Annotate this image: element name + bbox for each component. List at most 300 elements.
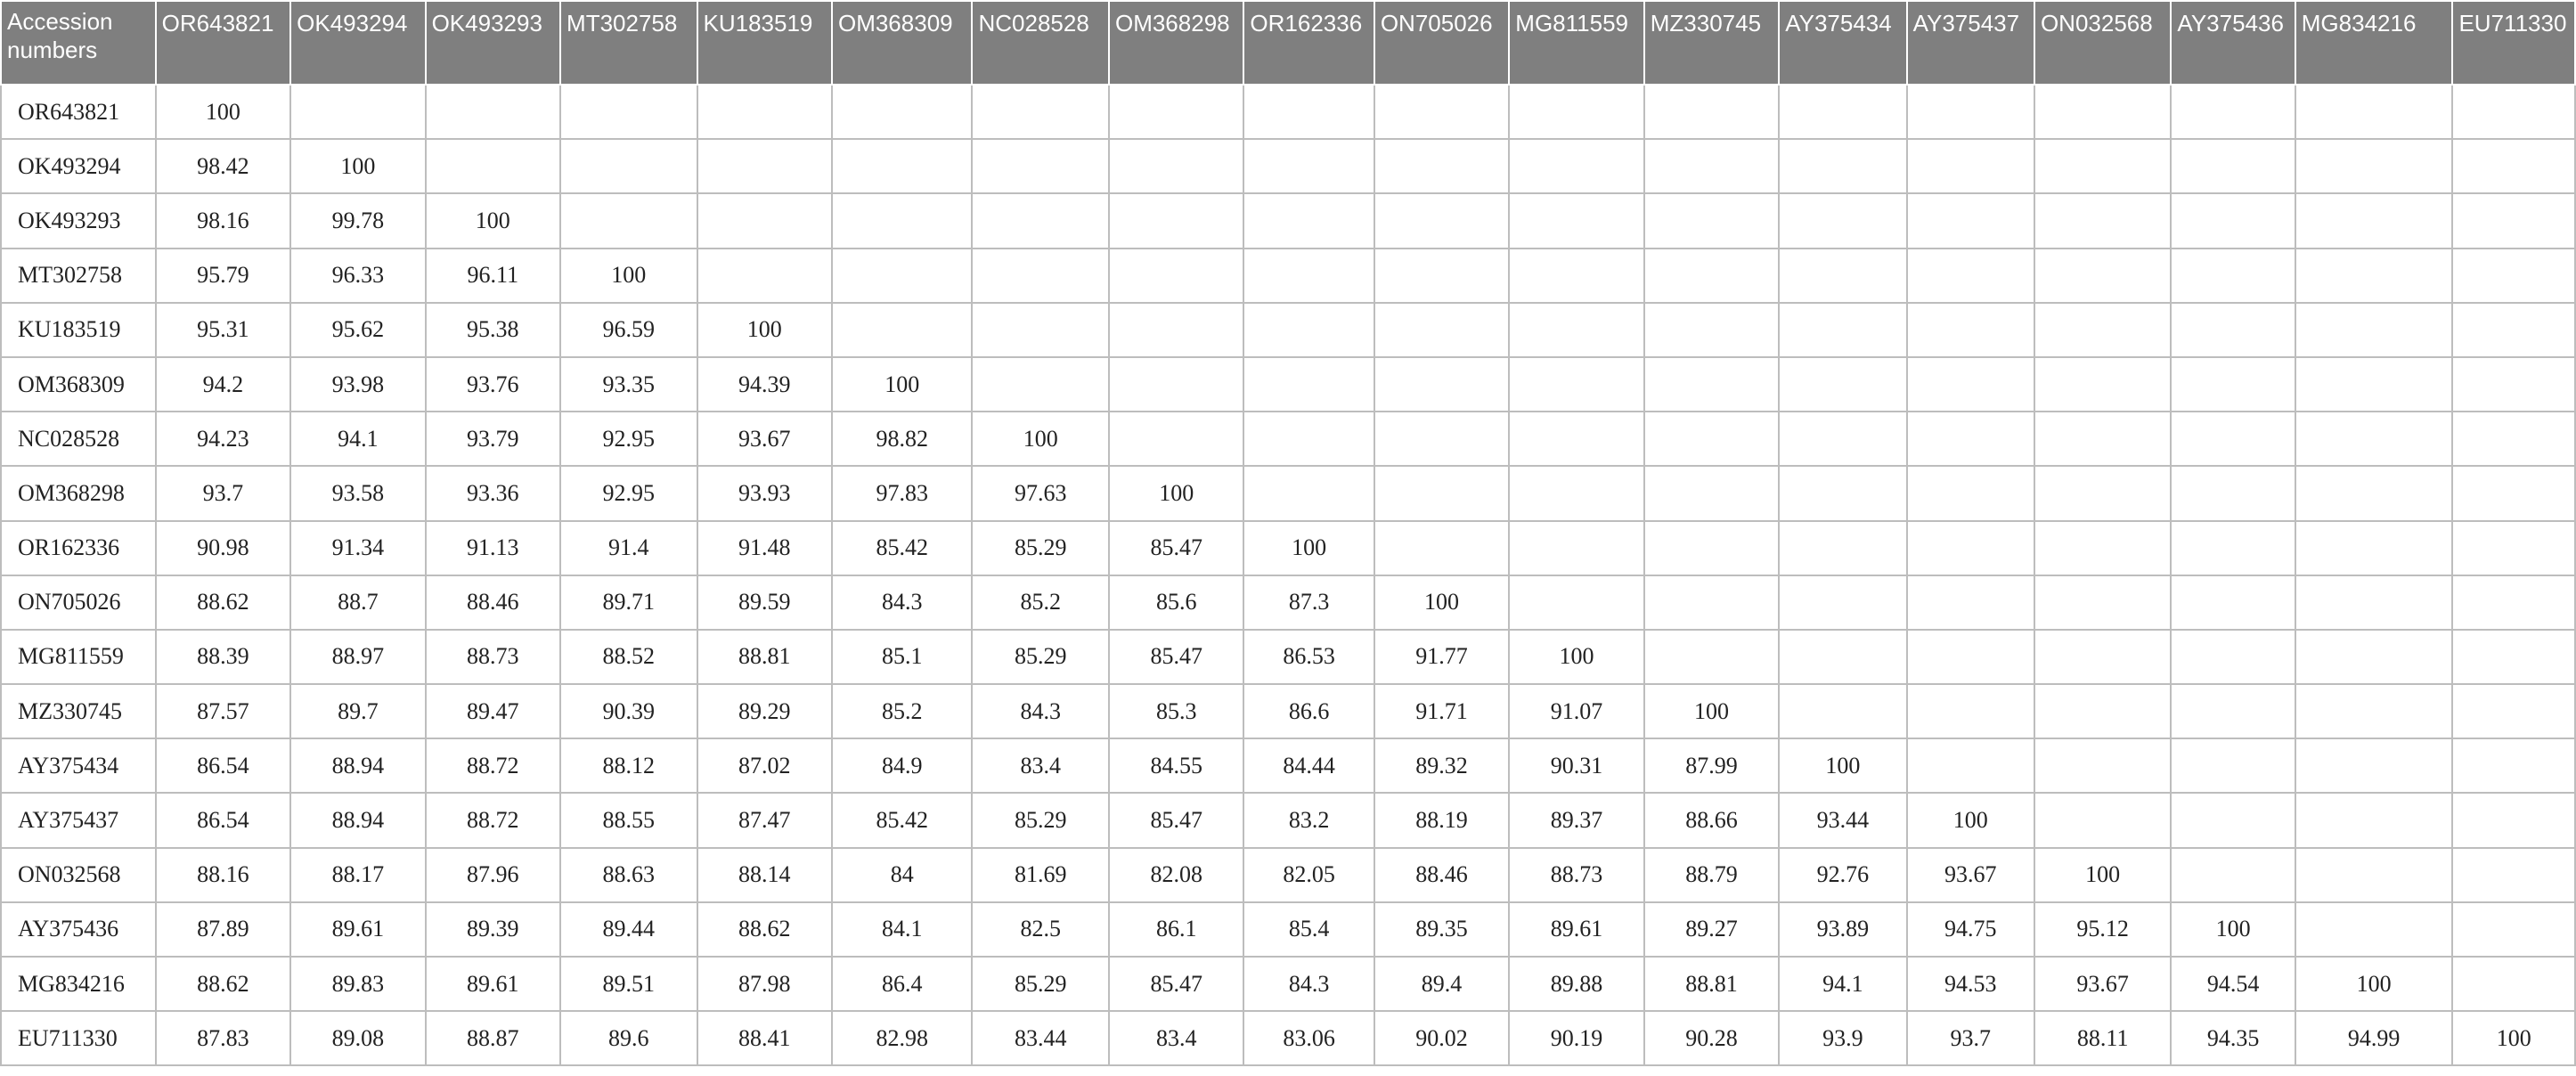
table-cell xyxy=(1907,193,2034,248)
table-cell xyxy=(2452,684,2575,738)
table-cell: 87.98 xyxy=(697,957,832,1011)
table-row xyxy=(1,521,2575,575)
table-cell xyxy=(1907,357,2034,412)
table-cell: 85.2 xyxy=(972,575,1108,630)
table-cell xyxy=(1374,357,1509,412)
table-cell xyxy=(2034,575,2171,630)
table-cell xyxy=(2295,902,2453,957)
table-row xyxy=(1,902,2575,957)
column-header: MZ330745 xyxy=(1644,1,1779,85)
table-cell: 91.07 xyxy=(1509,684,1643,738)
table-row xyxy=(1,575,2575,630)
table-cell xyxy=(1243,412,1374,466)
table-cell xyxy=(972,357,1108,412)
table-cell xyxy=(1374,412,1509,466)
table-cell xyxy=(1109,303,1243,357)
table-cell: 94.35 xyxy=(2171,1011,2295,1065)
row-header: OK493293 xyxy=(1,193,156,248)
table-cell xyxy=(1644,139,1779,193)
table-cell xyxy=(697,249,832,303)
table-cell: 89.44 xyxy=(560,902,697,957)
table-cell: 100 xyxy=(1779,738,1906,793)
table-cell: 91.48 xyxy=(697,521,832,575)
table-cell: 91.13 xyxy=(426,521,560,575)
table-cell: 96.33 xyxy=(290,249,425,303)
table-cell xyxy=(1779,139,1906,193)
table-cell: 100 xyxy=(832,357,973,412)
table-cell: 84.1 xyxy=(832,902,973,957)
table-cell xyxy=(560,85,697,139)
table-cell: 89.27 xyxy=(1644,902,1779,957)
table-cell xyxy=(1644,575,1779,630)
table-cell: 89.4 xyxy=(1374,957,1509,1011)
table-cell: 93.98 xyxy=(290,357,425,412)
table-cell xyxy=(1779,684,1906,738)
table-cell xyxy=(1779,85,1906,139)
row-header: AY375437 xyxy=(1,793,156,847)
table-cell: 91.4 xyxy=(560,521,697,575)
column-header: OR162336 xyxy=(1243,1,1374,85)
table-cell: 88.79 xyxy=(1644,848,1779,902)
table-cell: 92.95 xyxy=(560,412,697,466)
table-cell: 90.19 xyxy=(1509,1011,1643,1065)
column-header: MT302758 xyxy=(560,1,697,85)
table-cell: 83.44 xyxy=(972,1011,1108,1065)
table-cell: 82.08 xyxy=(1109,848,1243,902)
table-cell xyxy=(1644,193,1779,248)
table-cell xyxy=(1109,357,1243,412)
table-cell: 94.54 xyxy=(2171,957,2295,1011)
table-cell xyxy=(2452,249,2575,303)
table-cell xyxy=(2034,193,2171,248)
table-cell xyxy=(832,193,973,248)
table-cell: 98.82 xyxy=(832,412,973,466)
table-cell: 95.12 xyxy=(2034,902,2171,957)
table-cell: 93.67 xyxy=(697,412,832,466)
table-cell: 95.79 xyxy=(156,249,290,303)
row-header: ON705026 xyxy=(1,575,156,630)
table-cell: 100 xyxy=(290,139,425,193)
row-header: OR162336 xyxy=(1,521,156,575)
row-header: AY375434 xyxy=(1,738,156,793)
table-cell xyxy=(2034,793,2171,847)
row-header: MG834216 xyxy=(1,957,156,1011)
table-cell: 85.29 xyxy=(972,957,1108,1011)
table-cell: 88.62 xyxy=(697,902,832,957)
table-cell xyxy=(2171,575,2295,630)
table-cell xyxy=(1644,521,1779,575)
table-cell xyxy=(972,249,1108,303)
table-cell xyxy=(1644,630,1779,684)
table-cell xyxy=(1644,412,1779,466)
table-cell: 97.83 xyxy=(832,466,973,520)
table-cell xyxy=(1509,85,1643,139)
table-cell: 100 xyxy=(1644,684,1779,738)
row-header: OR643821 xyxy=(1,85,156,139)
table-cell: 100 xyxy=(2171,902,2295,957)
table-cell: 82.05 xyxy=(1243,848,1374,902)
table-cell: 89.39 xyxy=(426,902,560,957)
table-cell xyxy=(2171,466,2295,520)
table-cell: 83.06 xyxy=(1243,1011,1374,1065)
table-cell xyxy=(1907,575,2034,630)
table-cell xyxy=(2295,193,2453,248)
table-cell: 100 xyxy=(560,249,697,303)
table-cell xyxy=(697,85,832,139)
table-cell xyxy=(1509,303,1643,357)
table-cell: 88.73 xyxy=(1509,848,1643,902)
table-cell: 100 xyxy=(1907,793,2034,847)
table-cell xyxy=(1907,521,2034,575)
table-cell: 96.59 xyxy=(560,303,697,357)
table-cell: 88.62 xyxy=(156,957,290,1011)
table-cell xyxy=(832,85,973,139)
table-cell: 93.35 xyxy=(560,357,697,412)
table-cell xyxy=(1509,139,1643,193)
table-cell: 95.31 xyxy=(156,303,290,357)
table-cell: 89.7 xyxy=(290,684,425,738)
column-header: EU711330 xyxy=(2452,1,2575,85)
table-cell xyxy=(2295,848,2453,902)
table-cell: 90.02 xyxy=(1374,1011,1509,1065)
table-cell: 89.71 xyxy=(560,575,697,630)
table-cell: 89.08 xyxy=(290,1011,425,1065)
table-cell: 92.95 xyxy=(560,466,697,520)
table-cell: 100 xyxy=(1243,521,1374,575)
table-cell: 93.36 xyxy=(426,466,560,520)
table-cell xyxy=(1243,466,1374,520)
table-cell xyxy=(1779,575,1906,630)
table-cell xyxy=(1109,412,1243,466)
table-cell xyxy=(1779,521,1906,575)
table-cell: 85.3 xyxy=(1109,684,1243,738)
table-body xyxy=(1,85,2575,1065)
column-header: ON705026 xyxy=(1374,1,1509,85)
table-cell xyxy=(1509,575,1643,630)
table-cell: 88.81 xyxy=(697,630,832,684)
table-row xyxy=(1,1011,2575,1065)
table-cell xyxy=(1243,303,1374,357)
table-cell: 90.98 xyxy=(156,521,290,575)
table-cell xyxy=(2171,630,2295,684)
table-cell xyxy=(832,303,973,357)
table-cell: 100 xyxy=(2295,957,2453,1011)
table-cell xyxy=(1779,466,1906,520)
column-header: KU183519 xyxy=(697,1,832,85)
table-cell: 88.66 xyxy=(1644,793,1779,847)
table-cell: 85.29 xyxy=(972,793,1108,847)
table-cell xyxy=(2171,193,2295,248)
table-cell: 85.29 xyxy=(972,521,1108,575)
table-cell: 88.72 xyxy=(426,738,560,793)
table-cell xyxy=(2034,630,2171,684)
table-cell xyxy=(2452,85,2575,139)
table-cell: 89.35 xyxy=(1374,902,1509,957)
table-cell xyxy=(1509,193,1643,248)
table-cell: 93.58 xyxy=(290,466,425,520)
column-header: MG834216 xyxy=(2295,1,2453,85)
table-cell xyxy=(2171,793,2295,847)
table-cell xyxy=(2452,848,2575,902)
table-cell: 85.4 xyxy=(1243,902,1374,957)
table-cell xyxy=(1243,139,1374,193)
table-cell: 89.88 xyxy=(1509,957,1643,1011)
row-header: OM368298 xyxy=(1,466,156,520)
table-cell: 97.63 xyxy=(972,466,1108,520)
table-cell xyxy=(972,139,1108,193)
table-cell xyxy=(2295,412,2453,466)
table-cell: 85.47 xyxy=(1109,630,1243,684)
table-cell: 89.83 xyxy=(290,957,425,1011)
table-cell: 89.29 xyxy=(697,684,832,738)
table-cell: 89.59 xyxy=(697,575,832,630)
table-row xyxy=(1,848,2575,902)
table-cell: 85.47 xyxy=(1109,793,1243,847)
table-cell xyxy=(1509,249,1643,303)
table-cell xyxy=(1374,249,1509,303)
table-cell xyxy=(2034,521,2171,575)
table-cell: 88.72 xyxy=(426,793,560,847)
table-cell: 99.78 xyxy=(290,193,425,248)
table-cell: 87.3 xyxy=(1243,575,1374,630)
table-cell xyxy=(1779,412,1906,466)
table-cell xyxy=(832,139,973,193)
table-cell xyxy=(1509,412,1643,466)
table-cell: 91.77 xyxy=(1374,630,1509,684)
table-cell: 94.53 xyxy=(1907,957,2034,1011)
table-cell xyxy=(2295,738,2453,793)
table-cell xyxy=(1243,85,1374,139)
table-row xyxy=(1,303,2575,357)
table-cell: 82.5 xyxy=(972,902,1108,957)
table-cell: 100 xyxy=(1109,466,1243,520)
table-cell: 90.31 xyxy=(1509,738,1643,793)
table-cell: 87.89 xyxy=(156,902,290,957)
table-cell xyxy=(2034,249,2171,303)
table-row xyxy=(1,85,2575,139)
table-cell: 88.63 xyxy=(560,848,697,902)
table-cell: 86.6 xyxy=(1243,684,1374,738)
table-cell xyxy=(2034,684,2171,738)
column-header: OK493293 xyxy=(426,1,560,85)
table-cell xyxy=(2452,412,2575,466)
table-cell: 88.12 xyxy=(560,738,697,793)
table-cell: 85.47 xyxy=(1109,957,1243,1011)
table-cell: 81.69 xyxy=(972,848,1108,902)
row-header: EU711330 xyxy=(1,1011,156,1065)
row-header: NC028528 xyxy=(1,412,156,466)
table-cell xyxy=(1907,249,2034,303)
table-row xyxy=(1,357,2575,412)
column-header: NC028528 xyxy=(972,1,1108,85)
table-cell xyxy=(2034,303,2171,357)
table-cell: 84.9 xyxy=(832,738,973,793)
table-cell xyxy=(2295,303,2453,357)
table-cell xyxy=(290,85,425,139)
table-cell: 84 xyxy=(832,848,973,902)
table-cell xyxy=(2171,521,2295,575)
table-cell: 85.2 xyxy=(832,684,973,738)
table-cell: 93.89 xyxy=(1779,902,1906,957)
row-header: KU183519 xyxy=(1,303,156,357)
table-cell xyxy=(2171,85,2295,139)
table-cell: 87.99 xyxy=(1644,738,1779,793)
table-row xyxy=(1,957,2575,1011)
table-cell: 88.87 xyxy=(426,1011,560,1065)
table-cell: 85.6 xyxy=(1109,575,1243,630)
table-cell: 85.1 xyxy=(832,630,973,684)
table-cell: 84.3 xyxy=(832,575,973,630)
table-row xyxy=(1,630,2575,684)
table-cell xyxy=(2452,575,2575,630)
table-cell xyxy=(2295,575,2453,630)
table-cell xyxy=(2295,521,2453,575)
table-cell: 88.97 xyxy=(290,630,425,684)
table-cell xyxy=(2171,412,2295,466)
table-cell xyxy=(1509,521,1643,575)
table-cell: 83.4 xyxy=(1109,1011,1243,1065)
table-cell: 88.39 xyxy=(156,630,290,684)
table-row xyxy=(1,793,2575,847)
table-cell xyxy=(1243,193,1374,248)
table-cell: 92.76 xyxy=(1779,848,1906,902)
table-cell xyxy=(1907,303,2034,357)
table-cell: 88.14 xyxy=(697,848,832,902)
table-cell xyxy=(2452,466,2575,520)
table-cell: 93.76 xyxy=(426,357,560,412)
table-cell xyxy=(2171,684,2295,738)
table-cell xyxy=(2452,793,2575,847)
table-row xyxy=(1,466,2575,520)
table-cell: 100 xyxy=(426,193,560,248)
table-cell: 88.46 xyxy=(426,575,560,630)
row-header: ON032568 xyxy=(1,848,156,902)
table-cell xyxy=(1907,466,2034,520)
column-header: MG811559 xyxy=(1509,1,1643,85)
table-cell: 88.52 xyxy=(560,630,697,684)
table-cell: 86.54 xyxy=(156,793,290,847)
table-cell: 95.62 xyxy=(290,303,425,357)
table-cell: 100 xyxy=(2452,1011,2575,1065)
table-cell xyxy=(2295,139,2453,193)
table-cell xyxy=(1243,249,1374,303)
column-header: AY375436 xyxy=(2171,1,2295,85)
table-cell xyxy=(1907,85,2034,139)
table-cell: 96.11 xyxy=(426,249,560,303)
table-cell: 100 xyxy=(156,85,290,139)
table-cell xyxy=(426,85,560,139)
table-row xyxy=(1,684,2575,738)
table-cell xyxy=(2295,466,2453,520)
table-cell xyxy=(2295,249,2453,303)
table-cell xyxy=(1374,466,1509,520)
column-header: ON032568 xyxy=(2034,1,2171,85)
table-cell: 93.79 xyxy=(426,412,560,466)
table-cell: 93.93 xyxy=(697,466,832,520)
table-cell: 88.94 xyxy=(290,793,425,847)
table-cell: 89.61 xyxy=(1509,902,1643,957)
row-header: AY375436 xyxy=(1,902,156,957)
table-cell xyxy=(1374,303,1509,357)
table-cell xyxy=(1907,139,2034,193)
table-cell xyxy=(2452,957,2575,1011)
table-cell: 93.7 xyxy=(1907,1011,2034,1065)
table-cell xyxy=(1644,85,1779,139)
table-cell: 94.2 xyxy=(156,357,290,412)
row-header: MT302758 xyxy=(1,249,156,303)
table-cell xyxy=(426,139,560,193)
row-header: MG811559 xyxy=(1,630,156,684)
table-cell: 90.39 xyxy=(560,684,697,738)
table-row xyxy=(1,249,2575,303)
column-header: OM368309 xyxy=(832,1,973,85)
table-row xyxy=(1,193,2575,248)
column-header: OK493294 xyxy=(290,1,425,85)
table-cell: 86.1 xyxy=(1109,902,1243,957)
table-cell: 100 xyxy=(2034,848,2171,902)
table-cell xyxy=(1644,357,1779,412)
table-cell: 84.3 xyxy=(972,684,1108,738)
table-cell xyxy=(2034,357,2171,412)
table-cell: 94.1 xyxy=(1779,957,1906,1011)
table-cell: 88.55 xyxy=(560,793,697,847)
corner-header: Accession numbers xyxy=(1,1,156,85)
table-cell xyxy=(2452,357,2575,412)
table-cell: 88.17 xyxy=(290,848,425,902)
table-cell xyxy=(1907,684,2034,738)
table-cell xyxy=(1644,303,1779,357)
table-row xyxy=(1,412,2575,466)
row-header: OM368309 xyxy=(1,357,156,412)
table-cell: 100 xyxy=(1509,630,1643,684)
table-cell xyxy=(2171,249,2295,303)
row-header: MZ330745 xyxy=(1,684,156,738)
table-cell xyxy=(2295,85,2453,139)
header-row xyxy=(1,1,2575,85)
table-cell: 94.39 xyxy=(697,357,832,412)
table-cell: 87.57 xyxy=(156,684,290,738)
table-cell xyxy=(2452,303,2575,357)
table-cell xyxy=(1779,249,1906,303)
table-cell: 91.71 xyxy=(1374,684,1509,738)
table-cell: 88.7 xyxy=(290,575,425,630)
table-cell xyxy=(1109,139,1243,193)
table-cell: 98.16 xyxy=(156,193,290,248)
table-cell: 88.46 xyxy=(1374,848,1509,902)
table-cell: 88.16 xyxy=(156,848,290,902)
table-cell: 88.73 xyxy=(426,630,560,684)
table-cell xyxy=(1907,630,2034,684)
table-cell xyxy=(1374,521,1509,575)
table-cell: 93.67 xyxy=(2034,957,2171,1011)
table-cell xyxy=(2034,738,2171,793)
table-cell: 82.98 xyxy=(832,1011,973,1065)
table-cell xyxy=(2452,630,2575,684)
table-cell xyxy=(1374,193,1509,248)
table-cell: 93.44 xyxy=(1779,793,1906,847)
table-cell: 100 xyxy=(972,412,1108,466)
table-cell: 84.3 xyxy=(1243,957,1374,1011)
row-header: OK493294 xyxy=(1,139,156,193)
table-cell: 88.41 xyxy=(697,1011,832,1065)
table-cell xyxy=(2034,466,2171,520)
table-cell xyxy=(1374,139,1509,193)
table-cell: 89.61 xyxy=(426,957,560,1011)
table-cell: 98.42 xyxy=(156,139,290,193)
table-cell xyxy=(1509,466,1643,520)
table-cell xyxy=(2452,193,2575,248)
column-header: AY375434 xyxy=(1779,1,1906,85)
